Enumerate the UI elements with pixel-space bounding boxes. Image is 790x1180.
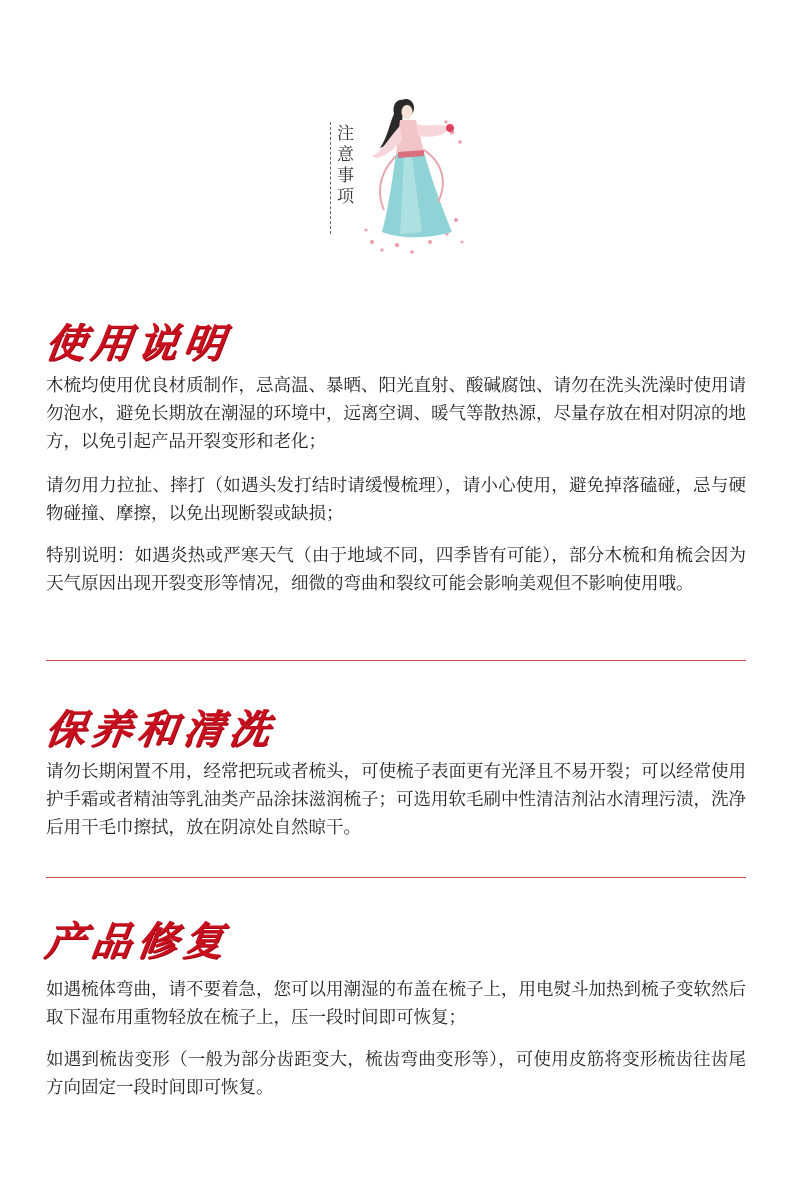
- section-title-care: 保养和清洗: [42, 706, 279, 753]
- section-title-usage: 使用说明: [42, 320, 233, 367]
- usage-paragraph-3: 特别说明：如遇炎热或严寒天气（由于地域不同，四季皆有可能），部分木梳和角梳会因为天气原因出现开裂变形等情况，细微的弯曲和裂纹可能会影响美观但不影响使用哦。: [46, 546, 746, 594]
- repair-paragraph-2: 如遇到梳齿变形（一般为部分齿距变大，梳齿弯曲变形等），可使用皮筋将变形梳齿往齿尾方向固定一段时间即可恢复。: [46, 1050, 746, 1098]
- header: [0, 0, 790, 270]
- notice-label: 注意事项: [333, 124, 353, 208]
- usage-paragraph-1: 木梳均使用优良材质制作，忌高温、暴晒、阳光直射、酸碱腐蚀、请勿在洗头洗澡时使用请勿泡水，避免长期放在潮湿的环境中，远离空调、暖气等散热源，尽量存放在相对阴凉的地方，以免引起产品开裂变形和老化；: [46, 376, 746, 452]
- section-divider: [46, 877, 746, 878]
- lady-illustration: [352, 92, 472, 257]
- repair-paragraph-1: 如遇梳体弯曲，请不要着急，您可以用潮湿的布盖在梳子上，用电熨斗加热到梳子变软然后取下湿布用重物轻放在梳子上，压一段时间即可恢复；: [46, 980, 746, 1028]
- care-paragraph-1: 请勿长期闲置不用，经常把玩或者梳头，可使梳子表面更有光泽且不易开裂；可以经常使用护手霜或者精油等乳油类产品涂抹滋润梳子；可选用软毛刷中性清洁剂沾水清理污渍，洗净后用干毛巾擦拭，放在阴凉处自然晾干。: [46, 762, 746, 838]
- section-title-repair: 产品修复: [42, 918, 233, 965]
- section-divider: [46, 660, 746, 661]
- usage-paragraph-2: 请勿用力拉扯、摔打（如遇头发打结时请缓慢梳理），请小心使用，避免掉落磕碰，忌与硬物碰撞、摩擦，以免出现断裂或缺损；: [46, 476, 746, 524]
